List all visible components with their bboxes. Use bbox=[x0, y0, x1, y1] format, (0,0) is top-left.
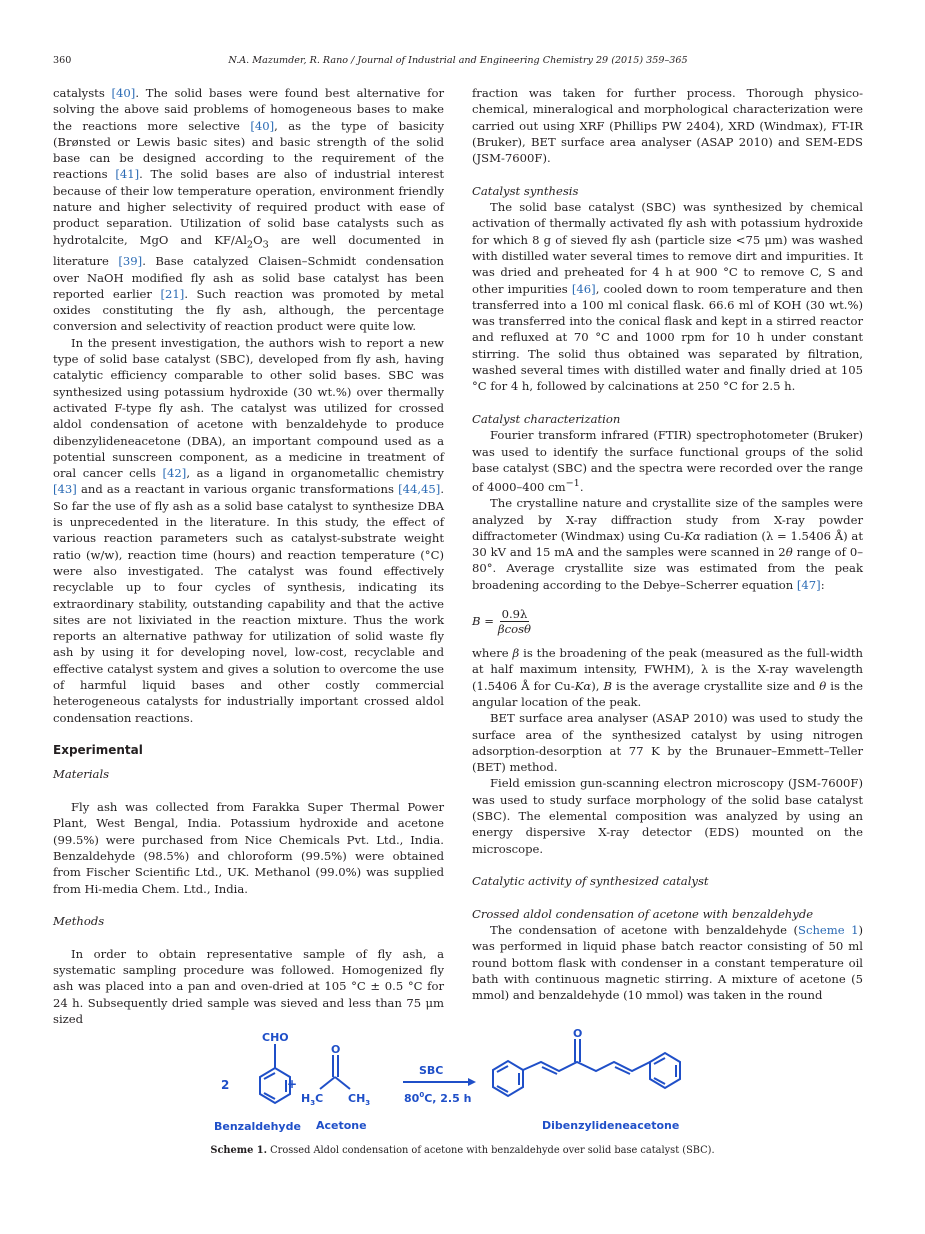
product-label: Dibenzylideneacetone bbox=[542, 1119, 680, 1132]
equation-lhs: B = bbox=[472, 613, 494, 628]
acetone-structure bbox=[320, 1055, 350, 1089]
running-title: N.A. Mazumder, R. Rano / Journal of Industrial and Engineering Chemistry 29 (2015) 359–365 bbox=[228, 55, 688, 66]
scheme-caption bbox=[0, 1145, 925, 1156]
coefficient-label: 2 bbox=[221, 1078, 230, 1092]
subsection-heading-methods: Methods bbox=[53, 914, 105, 929]
caption-text: Crossed Aldol condensation of acetone with benzaldehyde over solid base catalyst (SBC). bbox=[267, 1145, 715, 1156]
paragraph: The crystalline nature and crystallite size of the samples were analyzed by X-ray diffraction study from X-ray powder diffractometer (Windmax) using Cu-Kα radiation (λ = 1.5406 Å) at 30 kV and 15 mA and the samples were scanned in 2θ range of 0–80°. Average crystallite size was estimated from the peak broadening according to the Debye–Scherrer equation [47]: bbox=[472, 496, 863, 592]
citation-link[interactable]: [44,45] bbox=[398, 482, 441, 497]
plus-sign: + bbox=[287, 1077, 298, 1091]
reaction-scheme bbox=[210, 1022, 720, 1137]
paragraph: catalysts [40]. The solid bases were found best alternative for solving the above said problems of homogeneous bases to make the reactions more selective [40], as the type of basicity (Brønsted or Lewis basic sites) and basic strength of the solid base can be designed according to the requirement of the reactions [41]. The solid bases are also of industrial interest because of their low temperature operation, environment friendly nature and higher selectivity of required product with ease of product separation. Utilization of solid base catalysts such as hydrotalcite, MgO and $KF/Al_2O_3$ are well documented in literature [39]. Base catalyzed Claisen–Schmidt condensation over NaOH modified fly ash as solid base catalyst has been reported earlier [21]. Such reaction was promoted by metal oxides constituting the fly ash, although, the percentage conversion and selectivity of reaction product were quite low. bbox=[53, 86, 444, 334]
citation-link[interactable]: [39] bbox=[118, 254, 143, 269]
paragraph: Field emission gun-scanning electron microscopy (JSM-7600F) was used to study surface morphology of the solid base catalyst (SBC). The elemental composition was analyzed by using an energy dispersive X-ray detector (EDS) mounted on the microscope. bbox=[472, 776, 863, 856]
right-column bbox=[472, 85, 863, 1004]
equation-fraction bbox=[498, 607, 531, 636]
benzaldehyde-structure bbox=[260, 1044, 290, 1103]
subsection-heading-catalyst-characterization: Catalyst characterization bbox=[472, 411, 621, 426]
citation-link[interactable]: [41] bbox=[115, 167, 140, 182]
page-number: 360 bbox=[53, 55, 72, 66]
subsection-heading-catalyst-synthesis: Catalyst synthesis bbox=[472, 183, 579, 198]
dibenzylideneacetone-structure bbox=[493, 1039, 680, 1096]
citation-link[interactable]: [47] bbox=[796, 577, 821, 592]
oxygen-label: O bbox=[331, 1043, 341, 1056]
citation-link[interactable]: [40] bbox=[250, 118, 275, 133]
paragraph: In order to obtain representative sample of fly ash, a systematic sampling procedure was followed. Homogenized fly ash was placed into a pan and oven-dried at 105 °C ± 0.5 °C for 24 h. Subsequently dried sample was sieved and less than 75 μm sized bbox=[53, 946, 444, 1026]
equation-numerator: 0.9λ bbox=[501, 606, 528, 621]
paragraph: Fly ash was collected from Farakka Super Thermal Power Plant, West Bengal, India. Potassium hydroxide and acetone (99.5%) were purchased from Nice Chemicals Pvt. Ltd., India. Benzaldehyde (98.5%) and chloroform (99.5%) were obtained from Fischer Scientific Ltd., UK. Methanol (99.0%) was supplied from Hi-media Chem. Ltd., India. bbox=[53, 800, 444, 896]
paragraph: BET surface area analyser (ASAP 2010) was used to study the surface area of the synthesized catalyst by using nitrogen adsorption-desorption at 77 K by the Brunauer–Emmett–Teller (BET) method. bbox=[472, 711, 863, 775]
paragraph: In the present investigation, the authors wish to report a new type of solid base catalyst (SBC), developed from fly ash, having catalytic efficiency comparable to other solid bases. SBC was synthesized using potassium hydroxide (30 wt.%) over thermally activated F-type fly ash. The catalyst was utilized for crossed aldol condensation of acetone with benzaldehyde to produce dibenzylideneacetone (DBA), an important compound used as a potential sunscreen component, as a medicine in treatment of oral cancer cells [42], as a ligand in organometallic chemistry [43] and as a reactant in various organic transformations [44,45]. So far the use of fly ash as a solid base catalyst to synthesize DBA is unprecedented in the literature. In this study, the effect of various reaction parameters such as catalyst-substrate weight ratio (w/w), reaction time (hours) and reaction temperature (°C) were also investigated. The catalyst was found effectively recyclable up to four cycles of synthesis, indicating its extraordinary stability, outstanding capability and that the active sites are not lixiviated in the reaction mixture. Thus the work reports an alternative pathway for utilization of solid waste fly ash by using it for developing novel, low-cost, recyclable and effective catalyst system and gives a solution to overcome the use of harmful liquid bases and other costly commercial heterogeneous catalysts for industrially important crossed aldol condensation reactions. bbox=[53, 335, 444, 725]
section-heading-experimental: Experimental bbox=[53, 743, 143, 758]
catalyst-label: SBC bbox=[419, 1064, 444, 1077]
benzaldehyde-label: Benzaldehyde bbox=[214, 1120, 301, 1133]
paragraph: fraction was taken for further process. Thorough physico-chemical, mineralogical and morphological characterization were carried out using XRF (Phillips PW 2404), XRD (Windmax), FT-IR (Bruker), BET surface area analyser (ASAP 2010) and SEM-EDS (JSM-7600F). bbox=[472, 86, 863, 166]
left-column bbox=[53, 85, 444, 1027]
citation-link[interactable]: [46] bbox=[571, 281, 596, 296]
equation-denominator: βcosθ bbox=[497, 621, 532, 636]
citation-link[interactable]: [43] bbox=[53, 482, 77, 497]
citation-link[interactable]: [42] bbox=[162, 466, 187, 481]
methyl-left-label: $H_3C$ bbox=[301, 1092, 324, 1107]
product-oxygen-label: O bbox=[573, 1027, 583, 1040]
subsection-heading-catalytic-activity: Catalytic activity of synthesized catalyst bbox=[472, 874, 709, 889]
paragraph: The solid base catalyst (SBC) was synthesized by chemical activation of thermally activated fly ash with potassium hydroxide for which 8 g of sieved fly ash (particle size <75 μm) was washed with distilled water several times to remove dirt and impurities. It was dried and preheated for 4 h at 900 °C to remove C, S and other impurities [46], cooled down to room temperature and then transferred into a 100 ml conical flask. 66.6 ml of KOH (30 wt.%) was transferred into the conical flask and kept in a stirred reactor and refluxed at 70 °C and 1000 rpm for 10 h under constant stirring. The solid thus obtained was separated by filtration, washed several times with distilled water and finally dried at 105 °C for 4 h, followed by calcinations at 250 °C for 2.5 h. bbox=[472, 200, 863, 394]
acetone-label: Acetone bbox=[316, 1119, 367, 1132]
reaction-arrow bbox=[403, 1078, 476, 1086]
citation-link[interactable]: [40] bbox=[111, 86, 136, 100]
scheme-link[interactable]: Scheme 1 bbox=[798, 923, 859, 938]
subsection-heading-materials: Materials bbox=[53, 767, 110, 782]
debye-scherrer-equation bbox=[472, 603, 863, 639]
condition-label: $80^0C$, 2.5 h bbox=[404, 1091, 472, 1105]
cho-label: CHO bbox=[262, 1031, 289, 1044]
paragraph: where β is the broadening of the peak (measured as the full-width at half maximum intensity, FWHM), λ is the X-ray wavelength (1.5406 Å for Cu-Kα), B is the average crystallite size and θ is the angular location of the peak. bbox=[472, 646, 864, 709]
subsection-heading-aldol: Crossed aldol condensation of acetone with benzaldehyde bbox=[472, 906, 814, 921]
paragraph: The condensation of acetone with benzaldehyde (Scheme 1) was performed in liquid phase batch reactor consisting of 50 ml round bottom flask with condenser in a constant temperature oil bath with continuous magnetic stirring. A mixture of acetone (5 mmol) and benzaldehyde (10 mmol) was taken in the round bbox=[472, 923, 863, 1003]
citation-link[interactable]: [21] bbox=[160, 286, 185, 301]
caption-label: Scheme 1. bbox=[210, 1145, 268, 1156]
paragraph: Fourier transform infrared (FTIR) spectrophotometer (Bruker) was used to identify the surface functional groups of the solid base catalyst (SBC) and the spectra were recorded over the range of 4000–400 $cm^{-1}$. bbox=[472, 428, 863, 494]
methyl-right-label: $CH_3$ bbox=[348, 1092, 371, 1107]
running-header bbox=[53, 55, 863, 69]
